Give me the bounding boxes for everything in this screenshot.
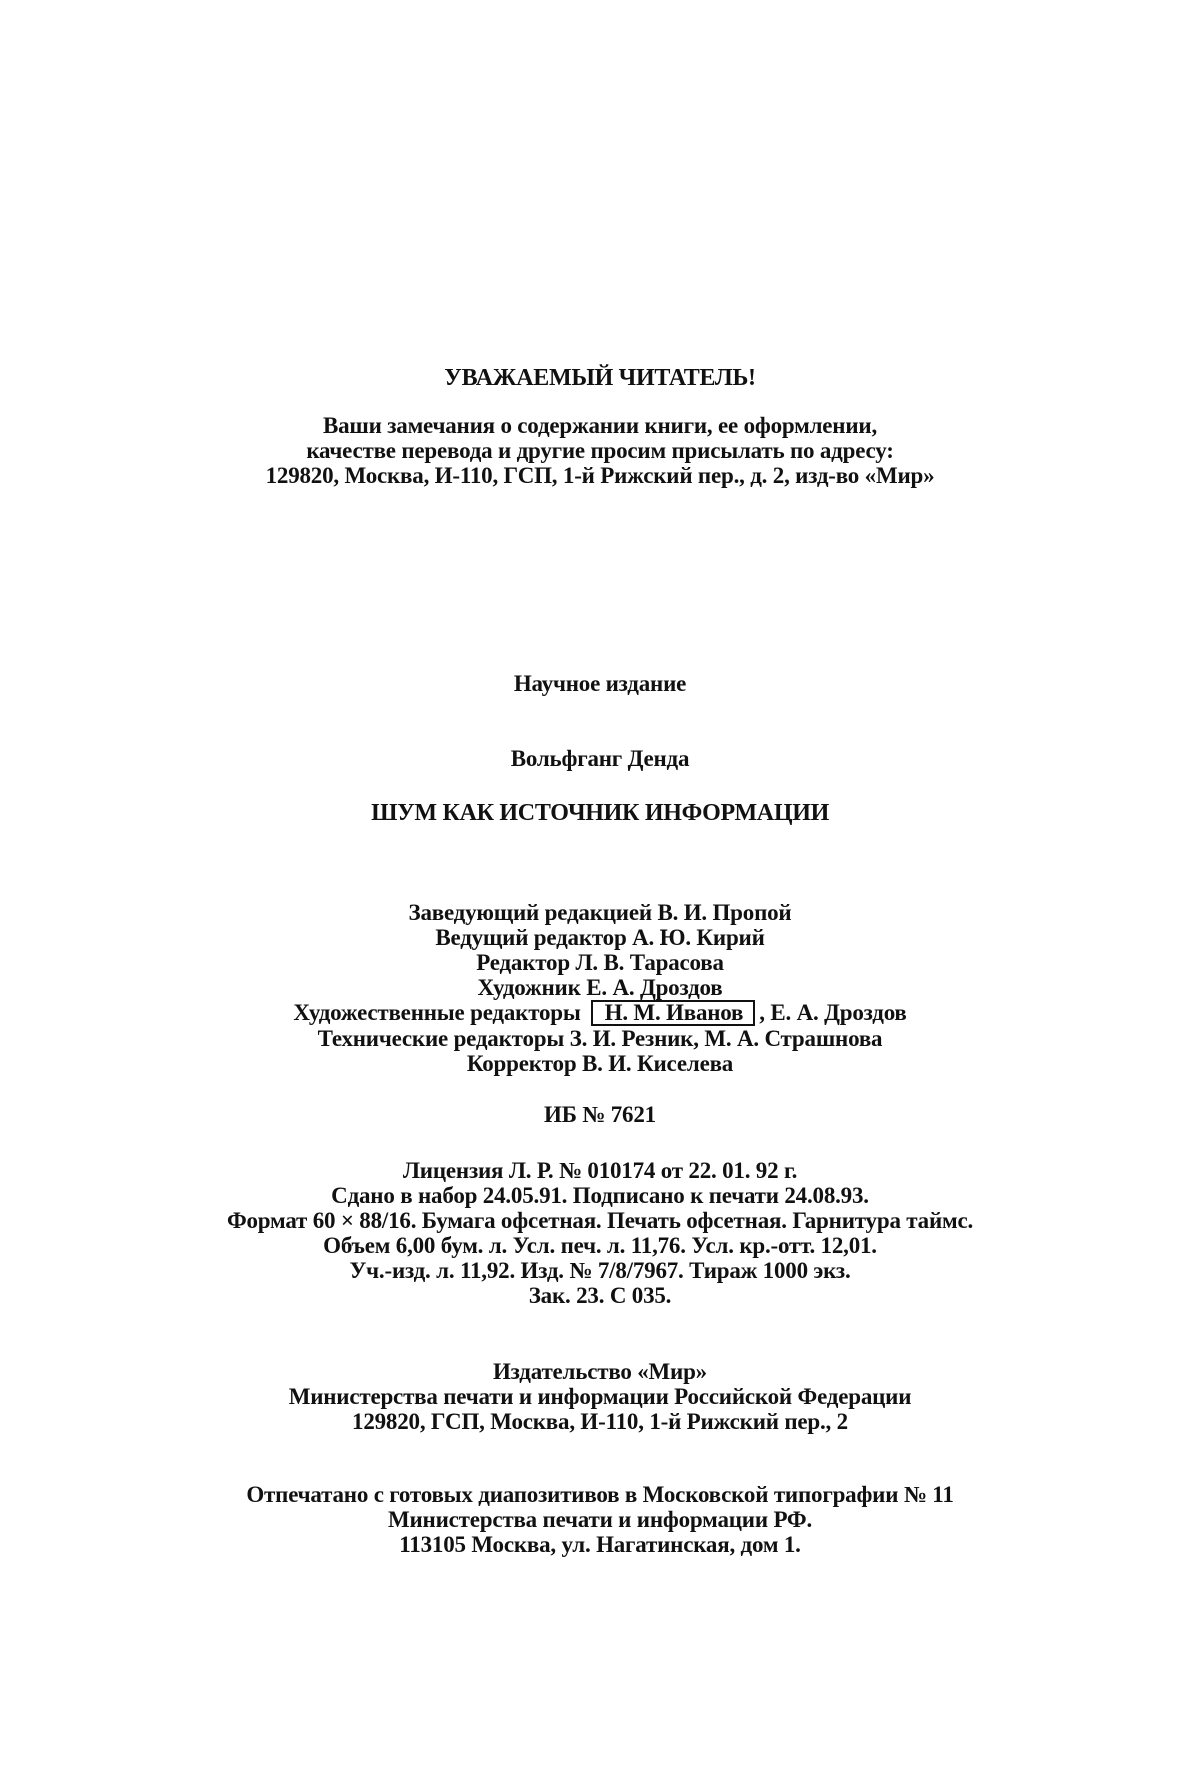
printer-line: Министерства печати и информации РФ.	[387, 1507, 813, 1532]
reader-notice-heading-block	[0, 365, 1200, 391]
printer-block	[0, 1482, 1200, 1557]
credit-artist: Художник Е. А. Дроздов	[477, 975, 723, 1000]
imprint-block	[0, 1158, 1200, 1308]
reader-notice-heading: УВАЖАЕМЫЙ ЧИТАТЕЛЬ!	[444, 365, 756, 391]
title-block	[0, 800, 1200, 826]
imprint-line: Сдано в набор 24.05.91. Подписано к печати 24.08.93.	[331, 1183, 869, 1208]
publisher-address: 129820, ГСП, Москва, И-110, 1-й Рижский пер., 2	[352, 1409, 848, 1434]
author-block	[0, 746, 1200, 772]
genre-block	[0, 671, 1200, 697]
imprint-line: Уч.-изд. л. 11,92. Изд. № 7/8/7967. Тираж 1000 экз.	[349, 1258, 851, 1283]
credit-proofreader: Корректор В. И. Киселева	[466, 1051, 734, 1076]
credit-lead-editor: Ведущий редактор А. Ю. Кирий	[435, 925, 765, 950]
reader-notice-line: качестве перевода и другие просим присылать по адресу:	[306, 438, 894, 463]
imprint-line: Зак. 23. С 035.	[528, 1283, 672, 1308]
ib-number-block	[0, 1102, 1200, 1128]
credit-art-editors-boxed-name: Н. М. Иванов	[591, 1000, 756, 1026]
credit-head-editor: Заведующий редакцией В. И. Пропой	[408, 900, 792, 925]
credit-editor: Редактор Л. В. Тарасова	[476, 950, 724, 975]
printer-line: Отпечатано с готовых диапозитивов в Московской типографии № 11	[246, 1482, 954, 1507]
printer-address: 113105 Москва, ул. Нагатинская, дом 1.	[399, 1532, 801, 1557]
publisher-line: Издательство «Мир»	[492, 1359, 707, 1384]
publisher-line: Министерства печати и информации Российской Федерации	[288, 1384, 912, 1409]
reader-notice-address: 129820, Москва, И-110, ГСП, 1-й Рижский пер., д. 2, изд-во «Мир»	[265, 463, 935, 488]
imprint-line: Объем 6,00 бум. л. Усл. печ. л. 11,76. Усл. кр.-отт. 12,01.	[323, 1233, 877, 1258]
ib-number: ИБ № 7621	[544, 1102, 656, 1127]
book-title: ШУМ КАК ИСТОЧНИК ИНФОРМАЦИИ	[371, 800, 829, 826]
credit-tech-editors: Технические редакторы З. И. Резник, М. А. Страшнова	[317, 1026, 883, 1051]
credit-art-editors	[0, 1000, 1200, 1026]
author-name: Вольфганг Денда	[510, 746, 690, 771]
credit-art-editors-prefix: Художественные редакторы	[293, 1000, 581, 1025]
credits-block	[0, 900, 1200, 1076]
credit-art-editors-suffix: , Е. А. Дроздов	[759, 1000, 907, 1025]
genre-label: Научное издание	[513, 671, 687, 696]
imprint-line: Лицензия Л. Р. № 010174 от 22. 01. 92 г.	[402, 1158, 798, 1183]
publisher-block	[0, 1359, 1200, 1434]
reader-notice-line: Ваши замечания о содержании книги, ее оформлении,	[322, 413, 878, 438]
reader-notice-body	[0, 413, 1200, 488]
imprint-line: Формат 60 × 88/16. Бумага офсетная. Печать офсетная. Гарнитура таймс.	[226, 1208, 974, 1233]
